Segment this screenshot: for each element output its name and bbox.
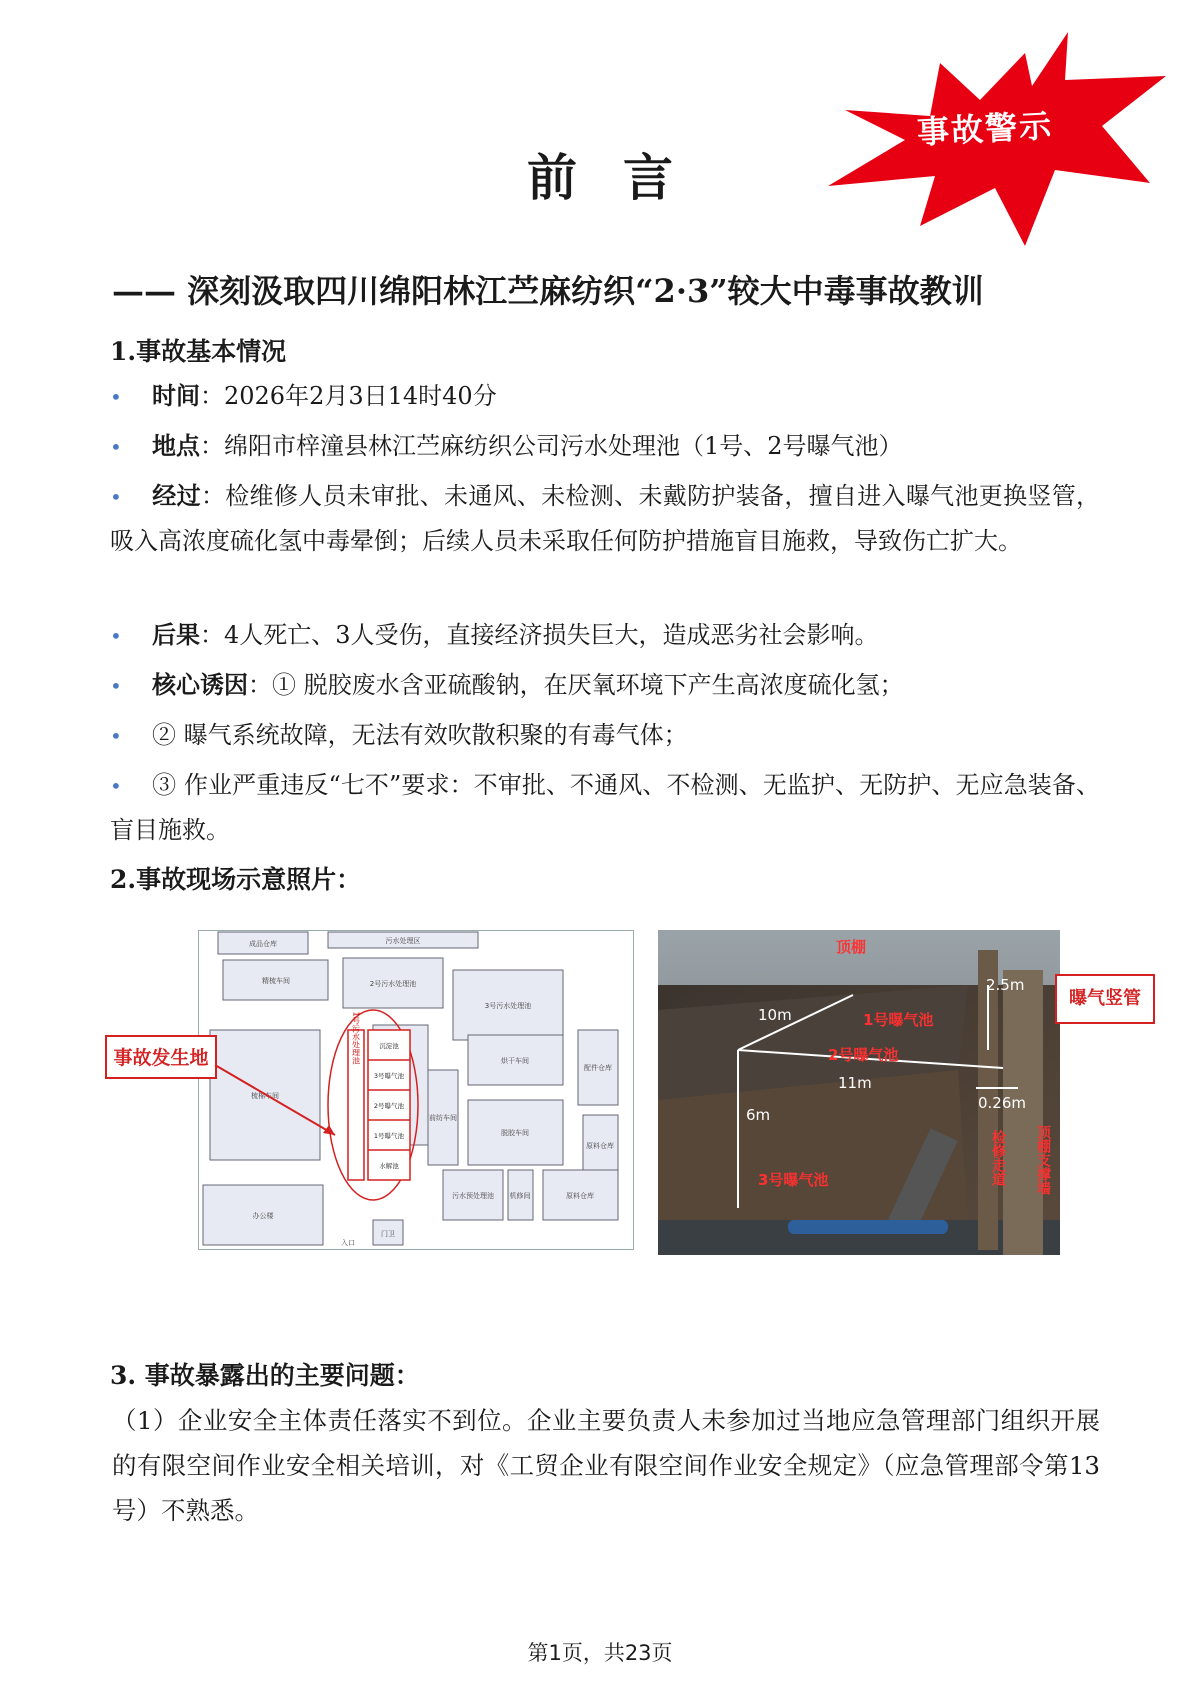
list-item: • 地点：绵阳市梓潼县林江苎麻纺织公司污水处理池（1号、2号曝气池）	[110, 424, 1100, 469]
site-plan-label: 机修间	[509, 1192, 531, 1200]
list-item: • 后果：4人死亡、3人受伤，直接经济损失巨大，造成恶劣社会影响。	[110, 613, 1100, 658]
site-plan-label: 办公楼	[252, 1212, 274, 1220]
page-title: 前言	[527, 149, 719, 207]
warning-badge-label: 事故警示	[916, 106, 1055, 152]
site-plan-label: 前纺车间	[429, 1114, 457, 1122]
section-heading-main-issues: 3. 事故暴露出的主要问题：	[110, 1361, 420, 1390]
site-plan-label: 配件仓库	[584, 1064, 612, 1072]
site-plan-label: 2号曝气池	[373, 1102, 405, 1110]
photo-label: 2号曝气池	[828, 1046, 899, 1064]
photo-label: 11m	[838, 1074, 872, 1092]
site-plan-label: 入口	[341, 1239, 355, 1247]
photo-label: 检修走道	[990, 1130, 1006, 1186]
photo-label: 3号曝气池	[758, 1171, 829, 1189]
site-plan-label: 2号污水处理池	[369, 980, 417, 988]
section-heading-scene-photos: 2.事故现场示意照片：	[110, 865, 362, 894]
site-plan-label: 原料仓库	[586, 1142, 614, 1150]
section-heading-basic-info: 1.事故基本情况	[110, 337, 287, 366]
photo-label: 2.5m	[986, 976, 1025, 994]
site-plan-label: 污水预处理池	[452, 1192, 494, 1200]
bullet-icon: •	[110, 724, 122, 748]
site-plan-label: 3号曝气池	[373, 1072, 405, 1080]
site-plan-pool-label: 1号污水处理池	[351, 1011, 361, 1065]
site-plan-label: 1号曝气池	[373, 1132, 405, 1140]
list-item: • 经过：检维修人员未审批、未通风、未检测、未戴防护装备，擅自进入曝气池更换竖管，吸入高浓度硫化氢中毒晕倒；后续人员未采取任何防护措施盲目施救，导致伤亡扩大。	[110, 474, 1100, 563]
bullet-icon: •	[110, 385, 122, 409]
bullet-icon: •	[110, 674, 122, 698]
page-subtitle: —— 深刻汲取四川绵阳林江苎麻纺织“2·3”较大中毒事故教训	[112, 272, 984, 310]
site-plan-label: 梳棉车间	[251, 1092, 279, 1100]
site-plan-label: 精梳车间	[262, 977, 290, 985]
site-plan-label: 门卫	[381, 1230, 395, 1238]
photo-label: 10m	[758, 1006, 792, 1024]
bullet-icon: •	[110, 435, 122, 459]
site-plan-label: 水解池	[379, 1162, 399, 1170]
list-item: • ② 曝气系统故障，无法有效吹散积聚的有毒气体；	[110, 713, 1100, 758]
photo-label: 顶棚支撑墙	[1035, 1125, 1051, 1195]
aeration-pipe-callout	[1055, 974, 1155, 1024]
site-plan-label: 成品仓库	[249, 940, 277, 948]
photo-label: 1号曝气池	[863, 1011, 934, 1029]
site-plan-label: 脱胶车间	[501, 1129, 529, 1137]
photo-label: 顶棚	[836, 938, 867, 956]
list-item: • 核心诱因：① 脱胶废水含亚硫酸钠，在厌氧环境下产生高浓度硫化氢；	[110, 663, 1100, 708]
site-plan-label: 沉淀池	[379, 1042, 399, 1050]
issue-paragraph: （1）企业安全主体责任落实不到位。企业主要负责人未参加过当地应急管理部门组织开展的有限空间作业安全相关培训，对《工贸企业有限空间作业安全规定》（应急管理部令第13号）不熟悉。	[112, 1406, 1100, 1525]
site-plan-label: 烘干车间	[501, 1057, 529, 1065]
list-item: • ③ 作业严重违反“七不”要求：不审批、不通风、不检测、无监护、无防护、无应急装备、盲目施救。	[110, 763, 1100, 852]
photo-label: 0.26m	[978, 1094, 1027, 1112]
photo-label: 6m	[746, 1106, 771, 1124]
aeration-pipe-callout-label: 曝气竖管	[1069, 988, 1141, 1009]
page-footer: 第1页，共23页	[527, 1641, 673, 1665]
bullet-icon: •	[110, 774, 122, 798]
site-plan-label: 3号污水处理池	[484, 1002, 532, 1010]
site-plan-label: 污水处理区	[385, 937, 421, 945]
accident-site-callout	[105, 1035, 365, 1145]
accident-scene-photo	[658, 930, 1060, 1255]
bullet-icon: •	[110, 485, 122, 509]
accident-site-callout-label: 事故发生地	[113, 1047, 209, 1069]
bullet-icon: •	[110, 624, 122, 648]
list-item: • 时间：2026年2月3日14时40分	[110, 374, 1100, 419]
site-plan-label: 原料仓库	[566, 1192, 594, 1200]
